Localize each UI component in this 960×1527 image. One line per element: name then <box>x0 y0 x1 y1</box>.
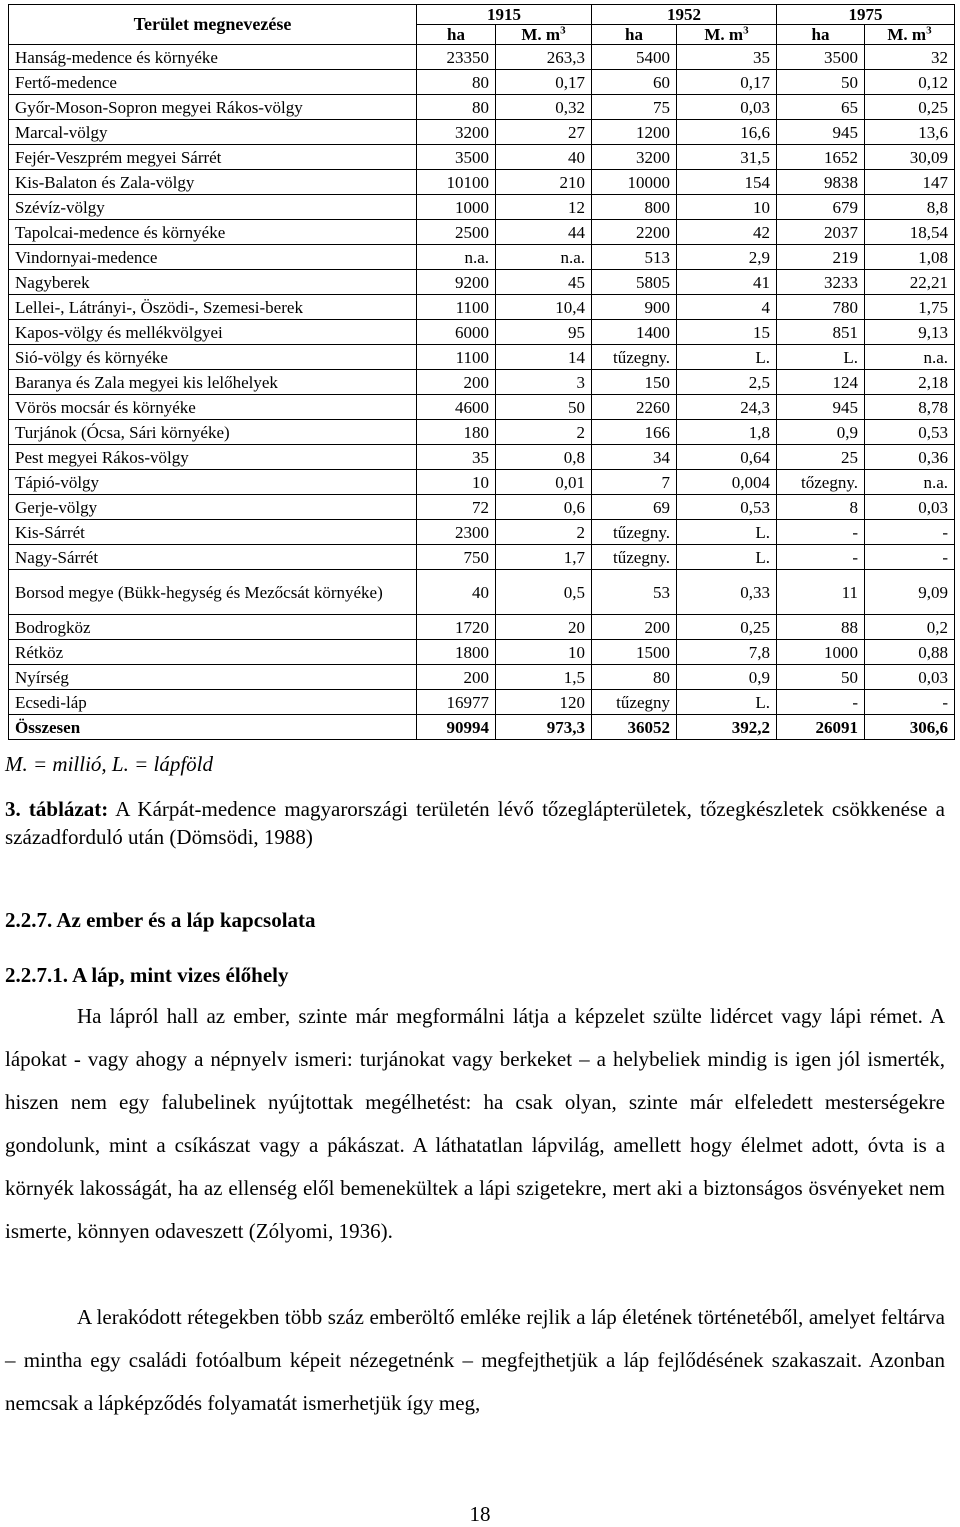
value-cell: 30,09 <box>865 145 955 170</box>
value-cell: 10000 <box>592 170 677 195</box>
value-cell: 154 <box>677 170 777 195</box>
value-cell: 513 <box>592 245 677 270</box>
value-cell: 0,12 <box>865 70 955 95</box>
table-row <box>9 70 955 95</box>
value-cell: 1000 <box>417 195 496 220</box>
value-cell: 1200 <box>592 120 677 145</box>
unit-label: M. m <box>887 25 927 44</box>
value-cell: 8,8 <box>865 195 955 220</box>
value-cell: 9,09 <box>865 570 955 615</box>
table-row <box>9 690 955 715</box>
value-cell: 0,33 <box>677 570 777 615</box>
value-cell: n.a. <box>496 245 592 270</box>
value-cell: 0,32 <box>496 95 592 120</box>
cube-superscript: 3 <box>560 24 566 37</box>
value-cell: 219 <box>777 245 865 270</box>
unit-label: M. m <box>521 25 561 44</box>
cube-superscript: 3 <box>743 24 749 37</box>
value-cell: 42 <box>677 220 777 245</box>
value-cell: tőzegny. <box>777 470 865 495</box>
area-name-header: Terület megnevezése <box>9 5 417 45</box>
value-cell: 973,3 <box>496 715 592 740</box>
value-cell: 1,08 <box>865 245 955 270</box>
unit-header <box>592 25 677 45</box>
value-cell: 200 <box>592 615 677 640</box>
value-cell: 2300 <box>417 520 496 545</box>
value-cell: 80 <box>592 665 677 690</box>
value-cell: L. <box>677 545 777 570</box>
value-cell: tűzegny. <box>592 545 677 570</box>
table-row <box>9 520 955 545</box>
value-cell: 31,5 <box>677 145 777 170</box>
value-cell: 69 <box>592 495 677 520</box>
value-cell: 90994 <box>417 715 496 740</box>
value-cell: 851 <box>777 320 865 345</box>
table-row <box>9 615 955 640</box>
value-cell: 0,64 <box>677 445 777 470</box>
unit-label: M. m <box>704 25 744 44</box>
table-row <box>9 445 955 470</box>
value-cell: 0,004 <box>677 470 777 495</box>
value-cell: 1800 <box>417 640 496 665</box>
table-row <box>9 495 955 520</box>
value-cell: 2037 <box>777 220 865 245</box>
value-cell: 65 <box>777 95 865 120</box>
value-cell: 1,8 <box>677 420 777 445</box>
table-row <box>9 370 955 395</box>
value-cell: 35 <box>417 445 496 470</box>
value-cell: 0,03 <box>677 95 777 120</box>
area-name-cell: Nyírség <box>9 665 417 690</box>
area-name-cell: Szévíz-völgy <box>9 195 417 220</box>
value-cell: 0,53 <box>865 420 955 445</box>
value-cell: 945 <box>777 395 865 420</box>
value-cell: 9,13 <box>865 320 955 345</box>
cube-superscript: 3 <box>926 24 932 37</box>
value-cell: 16977 <box>417 690 496 715</box>
value-cell: tűzegny <box>592 690 677 715</box>
value-cell: 3 <box>496 370 592 395</box>
value-cell: 32 <box>865 45 955 70</box>
value-cell: 72 <box>417 495 496 520</box>
area-name-cell: Összesen <box>9 715 417 740</box>
value-cell: 26091 <box>777 715 865 740</box>
value-cell: 6000 <box>417 320 496 345</box>
value-cell: 392,2 <box>677 715 777 740</box>
value-cell: 0,5 <box>496 570 592 615</box>
value-cell: 120 <box>496 690 592 715</box>
value-cell: 0,25 <box>677 615 777 640</box>
value-cell: 306,6 <box>865 715 955 740</box>
value-cell: 7 <box>592 470 677 495</box>
value-cell: 27 <box>496 120 592 145</box>
value-cell: 945 <box>777 120 865 145</box>
value-cell: - <box>777 520 865 545</box>
value-cell: L. <box>677 520 777 545</box>
value-cell: 1652 <box>777 145 865 170</box>
area-name-cell: Vindornyai-medence <box>9 245 417 270</box>
value-cell: 2,5 <box>677 370 777 395</box>
table-row <box>9 195 955 220</box>
value-cell: - <box>865 520 955 545</box>
value-cell: 800 <box>592 195 677 220</box>
unit-header <box>777 25 865 45</box>
value-cell: 124 <box>777 370 865 395</box>
area-name-cell: Kis-Balaton és Zala-völgy <box>9 170 417 195</box>
value-cell: 80 <box>417 70 496 95</box>
value-cell: 750 <box>417 545 496 570</box>
value-cell: 50 <box>777 665 865 690</box>
table-body <box>9 45 955 740</box>
table-row <box>9 120 955 145</box>
table-row <box>9 170 955 195</box>
value-cell: - <box>777 545 865 570</box>
value-cell: 40 <box>417 570 496 615</box>
value-cell: 5400 <box>592 45 677 70</box>
unit-label: ha <box>811 25 830 44</box>
table-row <box>9 245 955 270</box>
unit-label: ha <box>447 25 465 44</box>
paragraph-1: Ha lápról hall az ember, szinte már megformálni látja a képzelet szülte lidércet vagy lápi rémet. A lápokat - vagy ahogy a népnyelv ismeri: turjánokat vagy berkeket – a helybeliek mindig is igen jól ismerték, hiszen nem egy falubelinek nyújtottak megélhetést: ha csak olyan, szinte már elfeledett mesterségekre gondolunk, mint a csíkászat vagy a pákászat. A láthatatlan lápvilág, amellett hogy élelmet adott, óvta is a környék lakosságát, ha az ellenség elől bemenekültek a lápi szigetekre, mert aki a biztonságos ösvényeket nem ismerte, könnyen odaveszett (Zólyomi, 1936). <box>5 1004 945 1243</box>
value-cell: 2 <box>496 520 592 545</box>
value-cell: 44 <box>496 220 592 245</box>
value-cell: 10 <box>677 195 777 220</box>
value-cell: 23350 <box>417 45 496 70</box>
value-cell: 12 <box>496 195 592 220</box>
area-name-cell: Sió-völgy és környéke <box>9 345 417 370</box>
value-cell: 3200 <box>592 145 677 170</box>
area-name-cell: Nagyberek <box>9 270 417 295</box>
area-name-cell: Fejér-Veszprém megyei Sárrét <box>9 145 417 170</box>
table-row <box>9 220 955 245</box>
value-cell: 10 <box>496 640 592 665</box>
value-cell: 0,17 <box>496 70 592 95</box>
value-cell: 1,5 <box>496 665 592 690</box>
value-cell: 2260 <box>592 395 677 420</box>
value-cell: 2 <box>496 420 592 445</box>
total-row <box>9 715 955 740</box>
value-cell: 0,25 <box>865 95 955 120</box>
value-cell: tűzegny. <box>592 345 677 370</box>
area-name-cell: Nagy-Sárrét <box>9 545 417 570</box>
value-cell: 8,78 <box>865 395 955 420</box>
unit-header <box>677 25 777 45</box>
area-name-cell: Marcal-völgy <box>9 120 417 145</box>
value-cell: 900 <box>592 295 677 320</box>
value-cell: 3233 <box>777 270 865 295</box>
table-row <box>9 345 955 370</box>
value-cell: L. <box>677 690 777 715</box>
value-cell: 10100 <box>417 170 496 195</box>
value-cell: 10 <box>417 470 496 495</box>
value-cell: 0,36 <box>865 445 955 470</box>
value-cell: 95 <box>496 320 592 345</box>
value-cell: 0,53 <box>677 495 777 520</box>
value-cell: 24,3 <box>677 395 777 420</box>
value-cell: 35 <box>677 45 777 70</box>
value-cell: 7,8 <box>677 640 777 665</box>
value-cell: 679 <box>777 195 865 220</box>
value-cell: 1100 <box>417 295 496 320</box>
table-legend: M. = millió, L. = lápföld <box>5 752 214 776</box>
value-cell: 1720 <box>417 615 496 640</box>
table-row <box>9 640 955 665</box>
value-cell: 200 <box>417 370 496 395</box>
area-name-cell: Lellei-, Látrányi-, Öszödi-, Szemesi-berek <box>9 295 417 320</box>
table-row <box>9 395 955 420</box>
caption-text: A Kárpát-medence magyarországi területén lévő tőzeglápterületek, tőzegkészletek csökkenése a századforduló után (Dömsödi, 1988) <box>5 797 945 849</box>
value-cell: 25 <box>777 445 865 470</box>
value-cell: 36052 <box>592 715 677 740</box>
header-row-years <box>9 5 955 25</box>
area-name-cell: Tapolcai-medence és környéke <box>9 220 417 245</box>
table-row <box>9 420 955 445</box>
table-row <box>9 470 955 495</box>
unit-header <box>417 25 496 45</box>
value-cell: 75 <box>592 95 677 120</box>
year-header-1915: 1915 <box>417 5 592 25</box>
value-cell: tűzegny. <box>592 520 677 545</box>
value-cell: n.a. <box>865 470 955 495</box>
value-cell: - <box>777 690 865 715</box>
value-cell: 147 <box>865 170 955 195</box>
value-cell: 18,54 <box>865 220 955 245</box>
value-cell: 0,9 <box>677 665 777 690</box>
value-cell: 34 <box>592 445 677 470</box>
value-cell: 1,75 <box>865 295 955 320</box>
table-row <box>9 665 955 690</box>
value-cell: 1000 <box>777 640 865 665</box>
value-cell: 0,88 <box>865 640 955 665</box>
value-cell: L. <box>777 345 865 370</box>
area-name-cell: Tápió-völgy <box>9 470 417 495</box>
area-name-cell: Kis-Sárrét <box>9 520 417 545</box>
value-cell: 263,3 <box>496 45 592 70</box>
area-name-cell: Bodrogköz <box>9 615 417 640</box>
table-row <box>9 95 955 120</box>
value-cell: 50 <box>496 395 592 420</box>
value-cell: 1,7 <box>496 545 592 570</box>
value-cell: 0,17 <box>677 70 777 95</box>
value-cell: 88 <box>777 615 865 640</box>
value-cell: 20 <box>496 615 592 640</box>
value-cell: 150 <box>592 370 677 395</box>
area-name-cell: Pest megyei Rákos-völgy <box>9 445 417 470</box>
value-cell: 1100 <box>417 345 496 370</box>
value-cell: 200 <box>417 665 496 690</box>
value-cell: 4600 <box>417 395 496 420</box>
table-row <box>9 570 955 615</box>
value-cell: 8 <box>777 495 865 520</box>
value-cell: 1500 <box>592 640 677 665</box>
value-cell: 2200 <box>592 220 677 245</box>
value-cell: 5805 <box>592 270 677 295</box>
table-row <box>9 545 955 570</box>
area-name-cell: Hanság-medence és környéke <box>9 45 417 70</box>
area-name-cell: Turjánok (Ócsa, Sári környéke) <box>9 420 417 445</box>
value-cell: 80 <box>417 95 496 120</box>
value-cell: - <box>865 545 955 570</box>
area-name-cell: Gerje-völgy <box>9 495 417 520</box>
value-cell: 3500 <box>777 45 865 70</box>
value-cell: 22,21 <box>865 270 955 295</box>
value-cell: 53 <box>592 570 677 615</box>
table-row <box>9 320 955 345</box>
unit-label: ha <box>625 25 643 44</box>
year-header-1952: 1952 <box>592 5 777 25</box>
value-cell: 4 <box>677 295 777 320</box>
area-name-cell: Ecsedi-láp <box>9 690 417 715</box>
peat-reserves-table <box>8 4 955 740</box>
value-cell: 9838 <box>777 170 865 195</box>
value-cell: 16,6 <box>677 120 777 145</box>
value-cell: 780 <box>777 295 865 320</box>
unit-header <box>865 25 955 45</box>
value-cell: n.a. <box>865 345 955 370</box>
paragraph-2: A lerakódott rétegekben több száz emberöltő emléke rejlik a láp életének történetéből, amelyet feltárva – mintha egy családi fotóalbum képeit nézegetnénk – megfejthetjük a láp fejlődésének szakaszait. Azonban nemcsak a lápképződés folyamatát ismerhetjük így meg, <box>5 1305 945 1415</box>
area-name-cell: Kapos-völgy és mellékvölgyei <box>9 320 417 345</box>
value-cell: 3200 <box>417 120 496 145</box>
year-header-1975: 1975 <box>777 5 955 25</box>
area-name-cell: Győr-Moson-Sopron megyei Rákos-völgy <box>9 95 417 120</box>
value-cell: - <box>865 690 955 715</box>
value-cell: 50 <box>777 70 865 95</box>
value-cell: 0,01 <box>496 470 592 495</box>
table-row <box>9 295 955 320</box>
section-heading: 2.2.7. Az ember és a láp kapcsolata <box>5 908 316 932</box>
table-caption <box>5 795 945 851</box>
subsection-heading: 2.2.7.1. A láp, mint vizes élőhely <box>5 963 289 987</box>
value-cell: 10,4 <box>496 295 592 320</box>
value-cell: 40 <box>496 145 592 170</box>
area-name-cell: Baranya és Zala megyei kis lelőhelyek <box>9 370 417 395</box>
value-cell: 166 <box>592 420 677 445</box>
area-name-cell: Vörös mocsár és környéke <box>9 395 417 420</box>
value-cell: 13,6 <box>865 120 955 145</box>
value-cell: 2,9 <box>677 245 777 270</box>
value-cell: 9200 <box>417 270 496 295</box>
caption-label: 3. táblázat: <box>5 797 109 821</box>
value-cell: 0,8 <box>496 445 592 470</box>
value-cell: 0,03 <box>865 665 955 690</box>
value-cell: 2500 <box>417 220 496 245</box>
value-cell: n.a. <box>417 245 496 270</box>
value-cell: 1400 <box>592 320 677 345</box>
value-cell: 15 <box>677 320 777 345</box>
area-name-cell: Rétköz <box>9 640 417 665</box>
area-name-cell: Fertő-medence <box>9 70 417 95</box>
page-number: 18 <box>469 1502 491 1526</box>
value-cell: 60 <box>592 70 677 95</box>
value-cell: 210 <box>496 170 592 195</box>
table-row <box>9 45 955 70</box>
value-cell: L. <box>677 345 777 370</box>
value-cell: 45 <box>496 270 592 295</box>
value-cell: 0,03 <box>865 495 955 520</box>
value-cell: 2,18 <box>865 370 955 395</box>
unit-header <box>496 25 592 45</box>
value-cell: 0,6 <box>496 495 592 520</box>
table-row <box>9 270 955 295</box>
value-cell: 41 <box>677 270 777 295</box>
value-cell: 0,9 <box>777 420 865 445</box>
value-cell: 3500 <box>417 145 496 170</box>
value-cell: 11 <box>777 570 865 615</box>
value-cell: 14 <box>496 345 592 370</box>
table-row <box>9 145 955 170</box>
value-cell: 180 <box>417 420 496 445</box>
value-cell: 0,2 <box>865 615 955 640</box>
area-name-cell: Borsod megye (Bükk-hegység és Mezőcsát környéke) <box>9 570 417 615</box>
